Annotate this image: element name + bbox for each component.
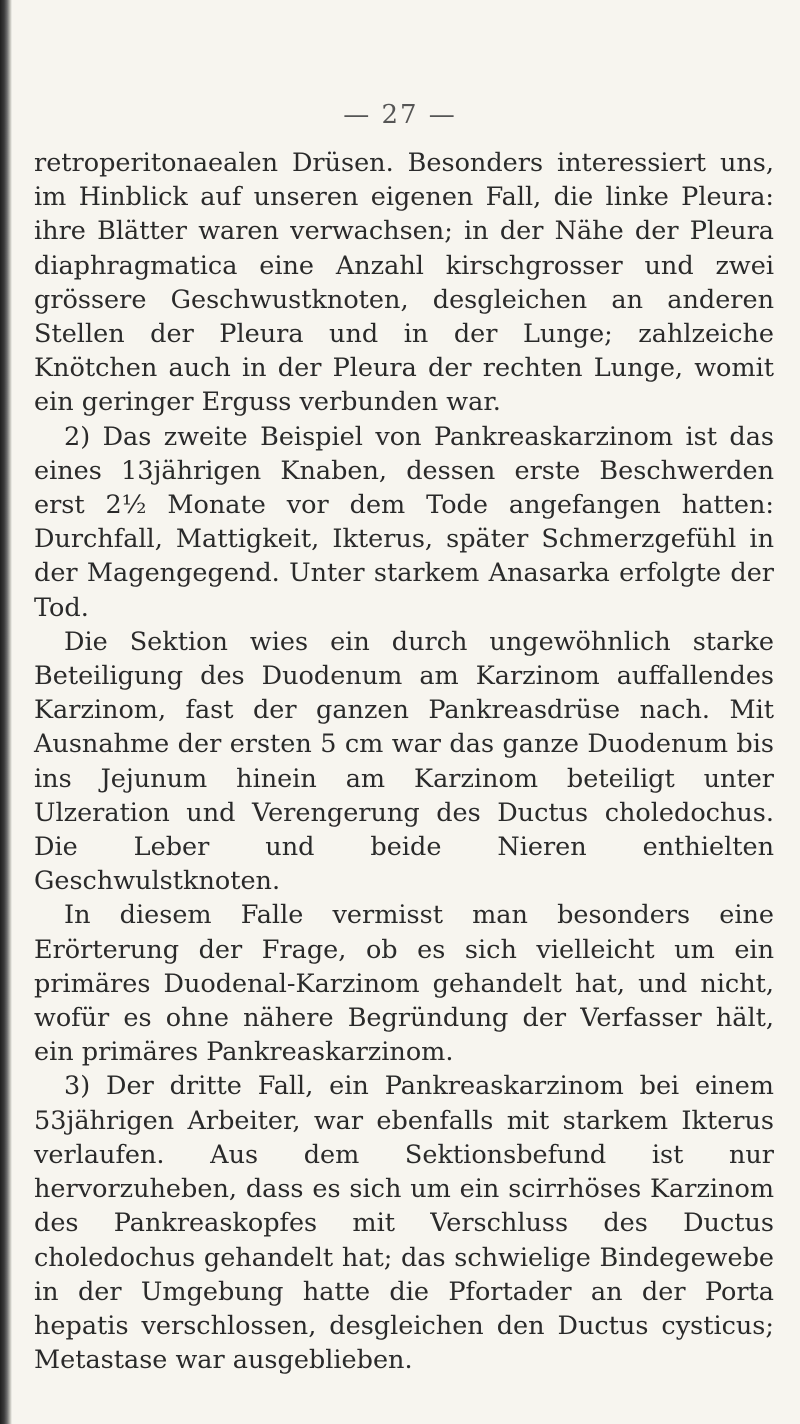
paragraph-second-example: 2) Das zweite Beispiel von Pankreaskarzinom ist das eines 13jährigen Knaben, dessen erste Beschwerden erst 2½ Monate vor dem Tode angefangen hatten: Durchfall, Mattigkeit, Ikterus, später Schmerzgefühl in der Magengegend. Unter starkem Anasarka erfolgte der Tod. [34,421,774,623]
paragraph-autopsy-findings: Die Sektion wies ein durch ungewöhnlich starke Beteiligung des Duodenum am Karzinom auffallendes Karzinom, fast der ganzen Pankreasdrüse nach. Mit Ausnahme der ersten 5 cm war das ganze Duodenum bis ins Jejunum hinein am Karzinom beteiligt unter Ulzeration und Verengerung des Ductus choledochus. Die Leber und beide Nieren enthielten Geschwulstknoten. [34,626,774,897]
body-text [34,146,774,1377]
page-binding-edge [0,0,12,1424]
paragraph-third-case: 3) Der dritte Fall, ein Pankreaskarzinom bei einem 53jährigen Arbeiter, war ebenfalls mit starkem Ikterus verlaufen. Aus dem Sektionsbefund ist nur hervorzuheben, dass es sich um ein scirrhöses Karzinom des Pankreaskopfes mit Verschluss des Ductus choledochus gehandelt hat; das schwielige Bindegewebe in der Umgebung hatte die Pfortader an der Porta hepatis verschlossen, desgleichen den Ductus cysticus; Metastase war ausgeblieben. [34,1071,774,1376]
paragraph-continuation: retroperitonaealen Drüsen. Besonders interessiert uns, im Hinblick auf unseren eigenen Fall, die linke Pleura: ihre Blätter waren verwachsen; in der Nähe der Pleura diaphragmatica eine Anzahl kirschgrosser und zwei grössere Geschwustknoten, desgleichen an anderen Stellen der Pleura und in der Lunge; zahlzeiche Knötchen auch in der Pleura der rechten Lunge, womit ein geringer Erguss verbunden war. [34,148,774,418]
page-number-value: 27 [381,100,419,130]
paragraph-critique: In diesem Falle vermisst man besonders eine Erörterung der Frage, ob es sich vielleicht um ein primäres Duodenal-Karzinom gehandelt hat, und nicht, wofür es ohne nähere Begründung der Verfasser hält, ein primäres Pankreaskarzinom. [34,900,774,1068]
page-number: — 27 — [343,100,457,130]
